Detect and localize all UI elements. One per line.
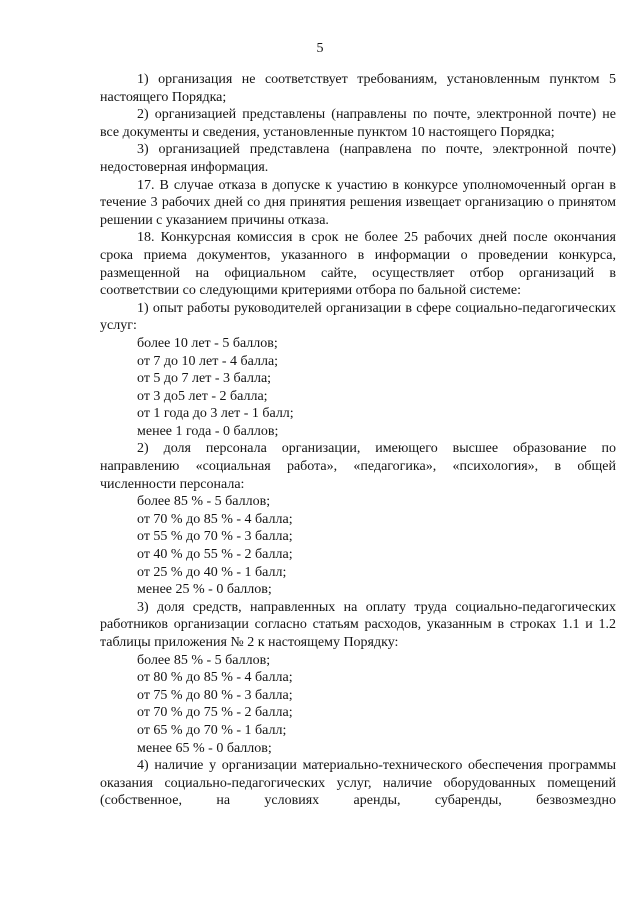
- criterion-1-paragraph: 1) опыт работы руководителей организации в сфере социально-педагогических услуг:: [100, 300, 616, 334]
- score-line: более 10 лет - 5 баллов;: [137, 335, 278, 351]
- score-line: менее 1 года - 0 баллов;: [137, 423, 279, 439]
- clause-18-paragraph: 18. Конкурсная комиссия в срок не более 25 рабочих дней после окончания срока приема документов, указанного в информации о проведении конкурса, размещенной на официальном сайте, осуществляет отбор организаций в соответствии со следующими критериями отбора по бальной системе:: [100, 230, 616, 299]
- score-line: менее 65 % - 0 баллов;: [137, 740, 272, 756]
- score-line: от 75 % до 80 % - 3 балла;: [137, 687, 293, 703]
- score-line: от 70 % до 75 % - 2 балла;: [137, 705, 293, 721]
- score-line: от 70 % до 85 % - 4 балла;: [137, 511, 293, 527]
- score-line: от 65 % до 70 % - 1 балл;: [137, 722, 287, 738]
- score-line: от 55 % до 70 % - 3 балла;: [137, 529, 293, 545]
- clause-17-paragraph: 17. В случае отказа в допуске к участию в конкурсе уполномоченный орган в течение 3 рабочих дней со дня принятия решения извещает организацию о принятом решении с указанием причины отказа.: [100, 177, 616, 228]
- score-line: от 3 до5 лет - 2 балла;: [137, 388, 268, 404]
- item-3-paragraph: 3) организацией представлена (направлена по почте, электронной почте) недостоверная информация.: [100, 142, 616, 175]
- document-body: [100, 71, 616, 810]
- criterion-3-score-list: [100, 652, 616, 758]
- score-line: от 40 % до 55 % - 2 балла;: [137, 547, 293, 563]
- page-number: 5: [316, 41, 324, 56]
- score-line: менее 25 % - 0 баллов;: [137, 582, 272, 598]
- score-line: от 5 до 7 лет - 3 балла;: [137, 371, 272, 387]
- score-line: от 25 % до 40 % - 1 балл;: [137, 564, 287, 580]
- score-line: более 85 % - 5 баллов;: [137, 652, 271, 668]
- criterion-2-score-list: [100, 493, 616, 599]
- item-2-paragraph: 2) организацией представлены (направлены по почте, электронной почте) не все документы и сведения, установленные пунктом 10 настоящего Порядка;: [100, 107, 616, 140]
- score-line: более 85 % - 5 баллов;: [137, 494, 271, 510]
- score-line: от 7 до 10 лет - 4 балла;: [137, 353, 279, 369]
- score-line: от 1 года до 3 лет - 1 балл;: [137, 406, 294, 422]
- criterion-3-paragraph: 3) доля средств, направленных на оплату труда социально-педагогических работников организации согласно статьям расходов, указанным в строках 1.1 и 1.2 таблицы приложения № 2 к настоящему Порядку:: [100, 599, 616, 650]
- item-1-paragraph: 1) организация не соответствует требованиям, установленным пунктом 5 настоящего Порядка;: [100, 72, 616, 105]
- score-line: от 80 % до 85 % - 4 балла;: [137, 670, 293, 686]
- criterion-2-paragraph: 2) доля персонала организации, имеющего высшее образование по направлению «социальная работа», «педагогика», «психология», в общей численности персонала:: [100, 441, 616, 492]
- criterion-4-paragraph: 4) наличие у организации материально-технического обеспечения программы оказания социально-педагогических услуг, наличие оборудованных помещений (собственное, на условиях аренды, субаренды, безвозмездно: [100, 758, 616, 809]
- criterion-1-score-list: [100, 335, 616, 441]
